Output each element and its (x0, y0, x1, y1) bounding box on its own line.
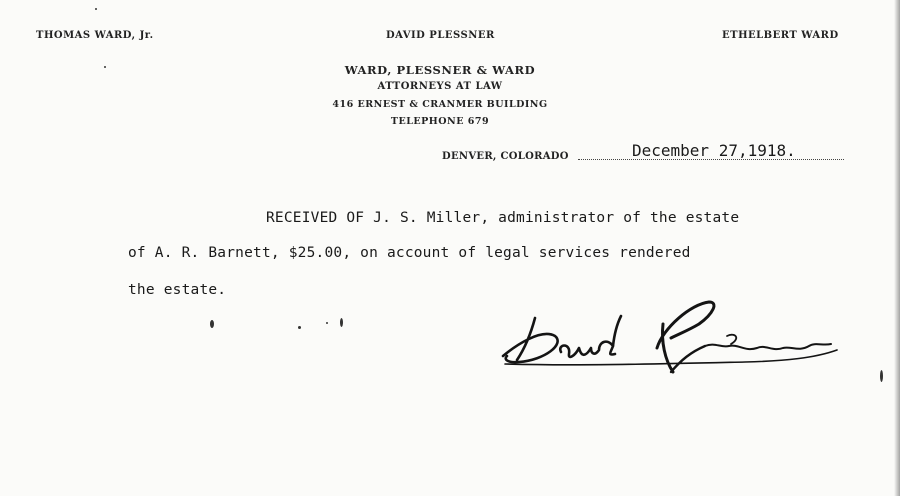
dateline-place: DENVER, COLORADO (442, 151, 569, 162)
handwritten-signature (495, 298, 850, 384)
firm-name: WARD, PLESSNER & WARD (344, 63, 536, 77)
firm-address: 416 ERNEST & CRANMER BUILDING (332, 99, 548, 110)
paper-blemish (210, 320, 214, 328)
body-line: the estate. (128, 282, 227, 298)
paper-blemish (95, 8, 97, 10)
dateline-date: December 27,1918. (632, 141, 796, 160)
paper-blemish (340, 318, 343, 327)
firm-title: ATTORNEYS AT LAW (377, 81, 503, 92)
body-line: of A. R. Barnett, $25.00, on account of legal services rendered (128, 245, 691, 261)
paper-blemish (104, 66, 106, 68)
scan-edge-shadow (894, 0, 900, 496)
paper-blemish (326, 322, 328, 324)
body-line: RECEIVED OF J. S. Miller, administrator of the estate (266, 210, 740, 226)
firm-phone: TELEPHONE 679 (390, 116, 490, 127)
partner-name-center: DAVID PLESSNER (386, 30, 495, 41)
paper-blemish (298, 326, 301, 329)
partner-name-left: THOMAS WARD, Jr. (36, 30, 154, 41)
partner-name-right: ETHELBERT WARD (722, 30, 839, 41)
paper-blemish (880, 370, 883, 382)
